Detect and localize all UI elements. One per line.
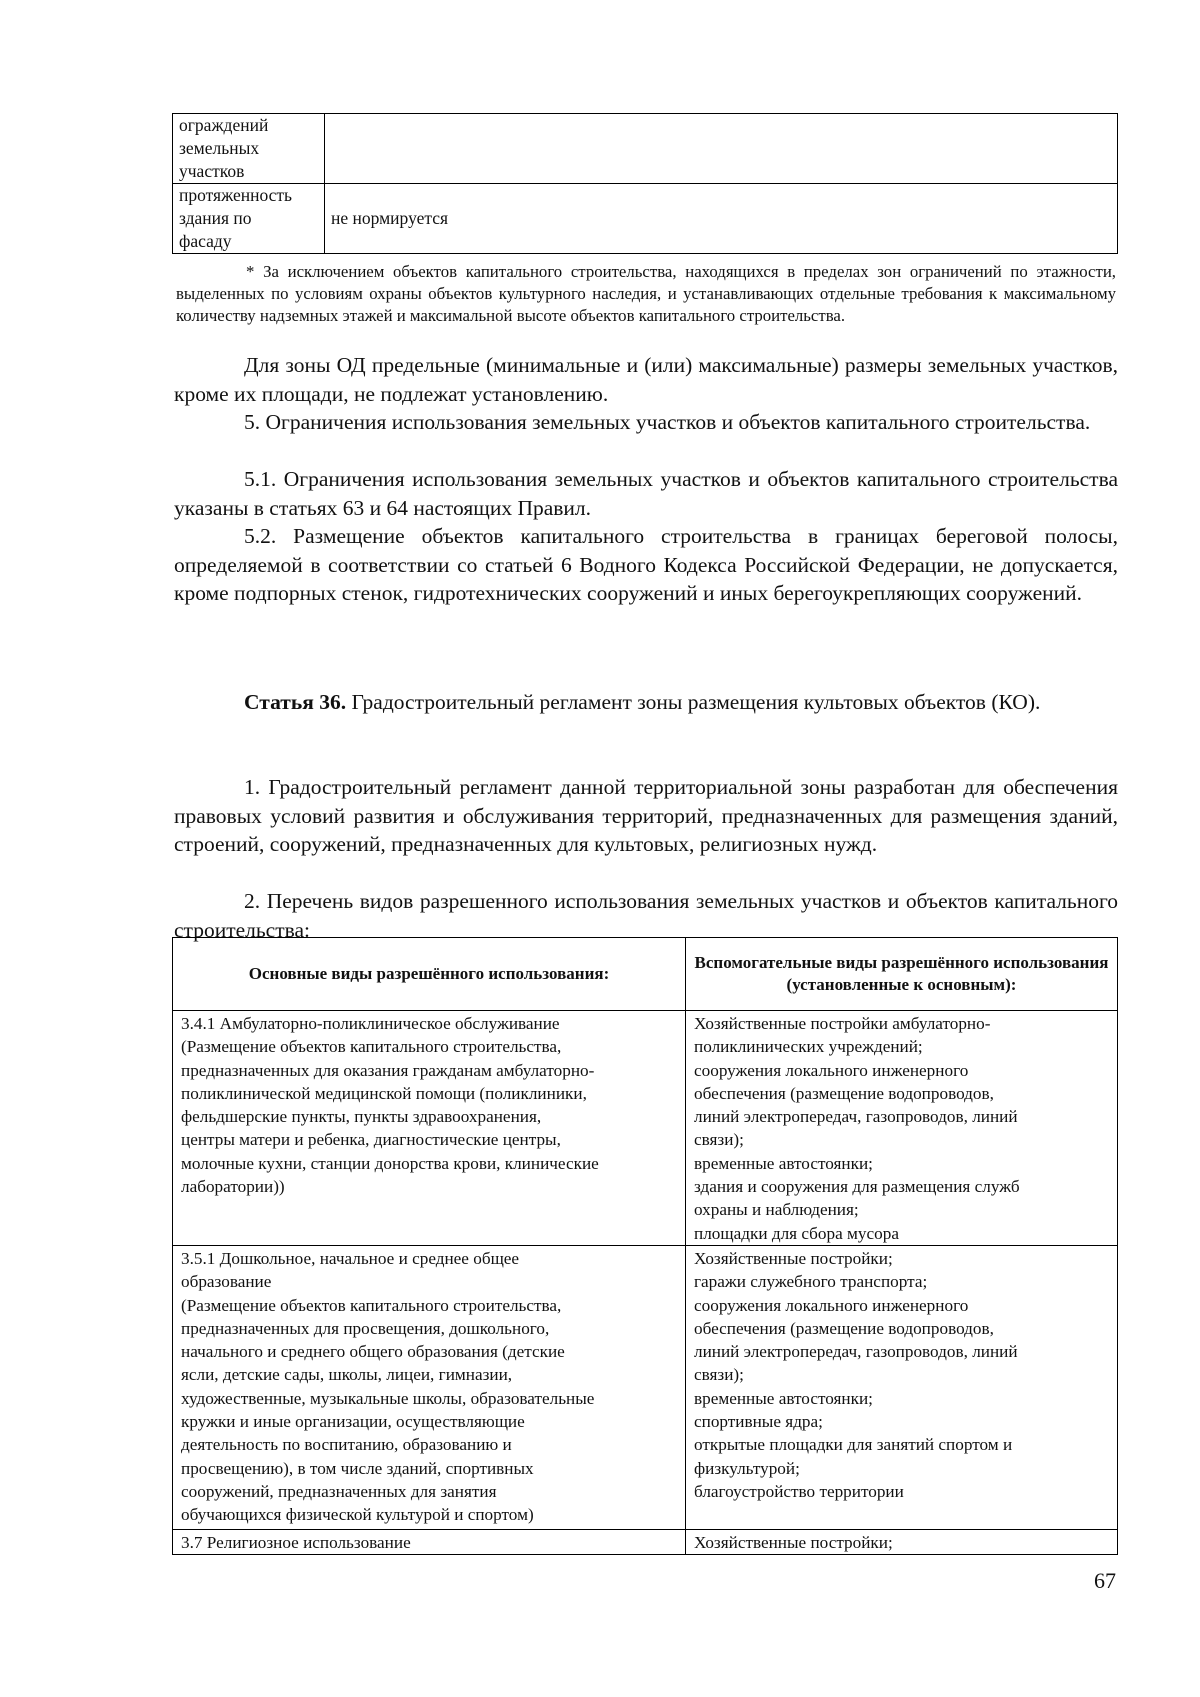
table-row [173, 184, 1118, 254]
paragraph-zone-od: Для зоны ОД предельные (минимальные и (или) максимальные) размеры земельных участков, кроме их площади, не подлежат установлению. [174, 353, 1118, 406]
table-row [173, 1245, 1118, 1529]
aux-use-cell: Хозяйственные постройки; [686, 1529, 1118, 1554]
parameter-value: не нормируется [325, 184, 1118, 254]
main-use-cell: 3.4.1 Амбулаторно-поликлиническое обслуживание (Размещение объектов капитального строительства, предназначенных для оказания гражданам амбулаторно- поликлинической медицинской помощи (поликлиники, фельдшерские пункты, пункты здравоохранения, центры матери и ребенка, диагностические центры, молочные кухни, станции донорства крови, клинические лаборатории)) [173, 1011, 686, 1246]
article-title: Градостроительный регламент зоны размещения культовых объектов (КО). [351, 690, 1041, 714]
parameter-label: ограждений земельных участков [173, 114, 325, 184]
table-header-row [173, 938, 1118, 1011]
parameter-label: протяженность здания по фасаду [173, 184, 325, 254]
main-use-cell: 3.7 Религиозное использование [173, 1529, 686, 1554]
page-number: 67 [1094, 1568, 1116, 1593]
header-aux-uses: Вспомогательные виды разрешённого использования (установленные к основным): [686, 938, 1118, 1011]
permitted-uses-table [172, 937, 1118, 1555]
article-paragraph-1: 1. Градостроительный регламент данной территориальной зоны разработан для обеспечения правовых условий развития и обслуживания территорий, предназначенных для размещения зданий, строений, сооружений, предназначенных для культовых, религиозных нужд. [174, 775, 1118, 856]
header-main-uses: Основные виды разрешённого использования: [173, 938, 686, 1011]
aux-use-cell: Хозяйственные постройки; гаражи служебного транспорта; сооружения локального инженерного обеспечения (размещение водопроводов, линий электропередач, газопроводов, линий связи); временные автостоянки; спортивные ядра; открытые площадки для занятий спортом и физкультурой; благоустройство территории [686, 1245, 1118, 1529]
paragraph-section-5-2: 5.2. Размещение объектов капитального строительства в границах береговой полосы, определяемой в соответствии со статьей 6 Водного Кодекса Российской Федерации, не допускается, кроме подпорных стенок, гидротехнических сооружений и иных берегоукрепляющих сооружений. [174, 524, 1118, 605]
top-parameters-table [172, 113, 1118, 254]
table-row [173, 1529, 1118, 1554]
main-use-cell: 3.5.1 Дошкольное, начальное и среднее общее образование (Размещение объектов капитального строительства, предназначенных для просвещения, дошкольного, начального и среднего общего образования (детские ясли, детские сады, школы, лицеи, гимназии, художественные, музыкальные школы, образовательные кружки и иные организации, осуществляющие деятельность по воспитанию, образованию и просвещению), в том числе зданий, спортивных сооружений, предназначенных для занятия обучающихся физической культурой и спортом) [173, 1245, 686, 1529]
parameter-value [325, 114, 1118, 184]
article-heading [174, 688, 1118, 717]
paragraph-section-5: 5. Ограничения использования земельных участков и объектов капитального строительства. [244, 410, 1091, 434]
article-paragraph-2: 2. Перечень видов разрешенного использования земельных участков и объектов капитального строительства: [174, 889, 1118, 942]
table-row [173, 114, 1118, 184]
footnote: * За исключением объектов капитального строительства, находящихся в пределах зон ограничений по этажности, выделенных по условиям охраны объектов культурного наследия, и устанавливающих отдельные требования к максимальному количеству надземных этажей и максимальной высоте объектов капитального строительства. [176, 262, 1116, 325]
table-row [173, 1011, 1118, 1246]
article-label: Статья 36. [244, 690, 347, 714]
aux-use-cell: Хозяйственные постройки амбулаторно- поликлинических учреждений; сооружения локального инженерного обеспечения (размещение водопроводов, линий электропередач, газопроводов, линий связи); временные автостоянки; здания и сооружения для размещения служб охраны и наблюдения; площадки для сбора мусора [686, 1011, 1118, 1246]
paragraph-section-5-1: 5.1. Ограничения использования земельных участков и объектов капитального строительства указаны в статьях 63 и 64 настоящих Правил. [174, 467, 1118, 520]
